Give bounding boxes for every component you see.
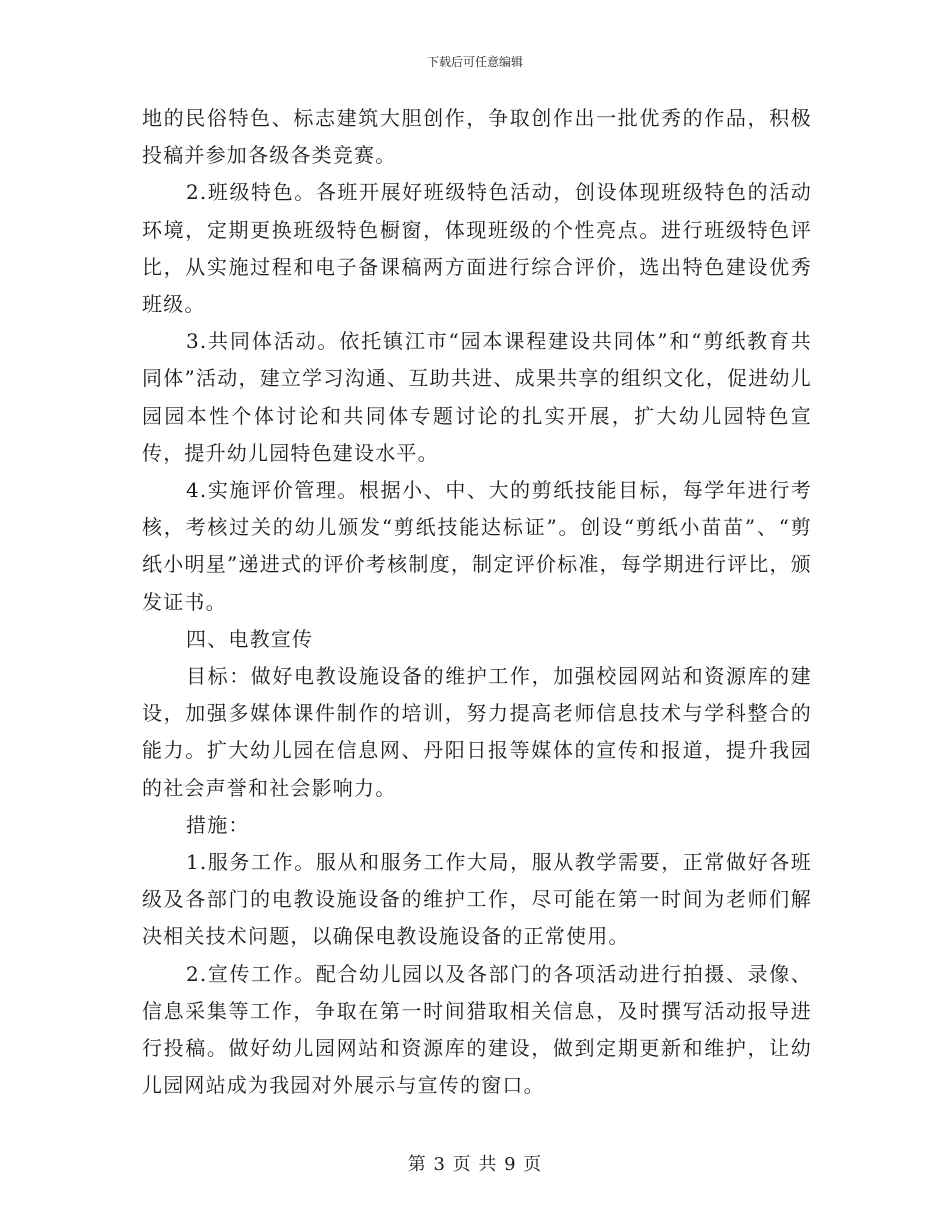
- paragraph: 3.共同体活动。依托镇江市“园本课程建设共同体”和“剪纸教育共同体”活动，建立学习沟通、互助共进、成果共享的组织文化，促进幼儿园园本性个体讨论和共同体专题讨论的扎实开展，扩大幼儿园特色宣传，提升幼儿园特色建设水平。: [142, 329, 812, 465]
- page-header: 下载后可任意编辑: [426, 55, 523, 69]
- paragraph: 2.宣传工作。配合幼儿园以及各部门的各项活动进行拍摄、录像、信息采集等工作，争取在第一时间猎取相关信息，及时撰写活动报导进行投稿。做好幼儿园网站和资源库的建设，做到定期更新和维护，让幼儿园网站成为我园对外展示与宣传的窗口。: [142, 961, 812, 1098]
- paragraph: 4.实施评价管理。根据小、中、大的剪纸技能目标，每学年进行考核，考核过关的幼儿颁发“剪纸技能达标证”。创设“剪纸小苗苗”、“剪纸小明星”递进式的评价考核制度，制定评价标准，每学期进行评比，颁发证书。: [142, 478, 812, 614]
- section-heading: 四、电教宣传: [186, 626, 314, 651]
- page-footer: 第 3 页 共 9 页: [407, 1154, 543, 1175]
- paragraph: 措施：: [186, 812, 250, 837]
- paragraph: 目标：做好电教设施设备的维护工作，加强校园网站和资源库的建设，加强多媒体课件制作的培训，努力提高老师信息技术与学科整合的能力。扩大幼儿园在信息网、丹阳日报等媒体的宣传和报道，提升我园的社会声誉和社会影响力。: [142, 664, 812, 800]
- paragraph: 1.服务工作。服从和服务工作大局，服从教学需要，正常做好各班级及各部门的电教设施设备的维护工作，尽可能在第一时间为老师们解决相关技术问题，以确保电教设施设备的正常使用。: [142, 850, 812, 949]
- paragraph: 地的民俗特色、标志建筑大胆创作，争取创作出一批优秀的作品，积极投稿并参加各级各类竞赛。: [142, 106, 812, 168]
- document-body: [142, 100, 812, 1104]
- paragraph: 2.班级特色。各班开展好班级特色活动，创设体现班级特色的活动环境，定期更换班级特色橱窗，体现班级的个性亮点。进行班级特色评比，从实施过程和电子备课稿两方面进行综合评价，选出特色建设优秀班级。: [142, 180, 812, 317]
